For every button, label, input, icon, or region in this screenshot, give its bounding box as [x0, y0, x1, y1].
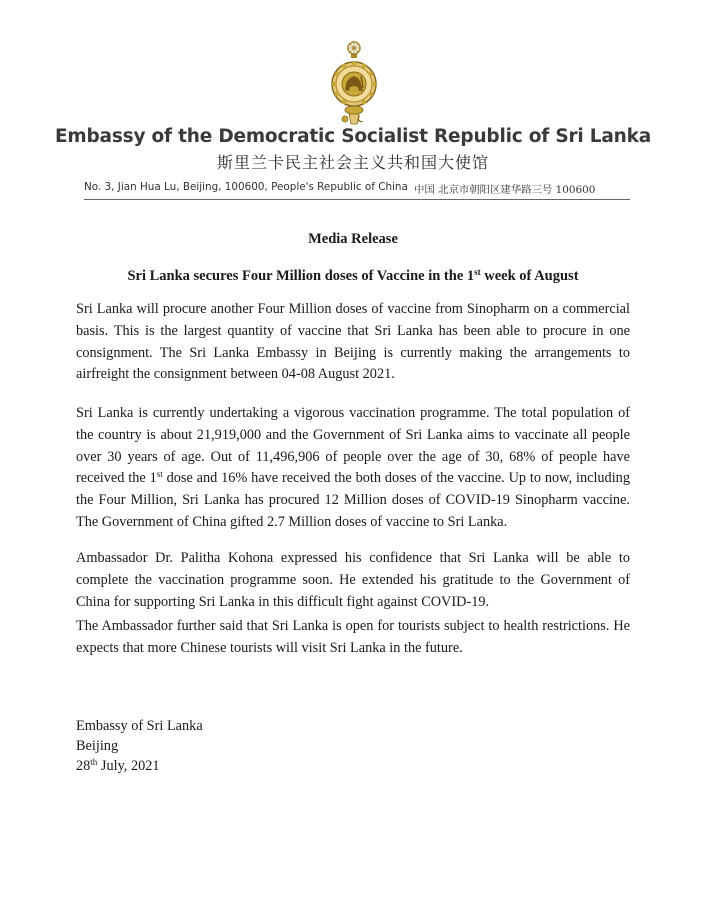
- embassy-title: Embassy of the Democratic Socialist Republic of Sri Lanka: [54, 126, 652, 147]
- paragraph-2-text-end: dose and 16% have received the both doses of the vaccine. Up to now, including the Four Million, Sri Lanka has procured 12 Million doses of COVID-19 Sinopharm vaccine. The Government of China gifted 2.7 Million doses of vaccine to Sri Lanka.: [76, 470, 630, 530]
- address-chinese: 中国 北京市朝阳区建华路三号 100600: [414, 184, 596, 196]
- headline-ordinal-suffix: st: [474, 267, 481, 277]
- letterhead-divider: [84, 199, 630, 200]
- date-day: 28: [76, 758, 91, 774]
- headline-text: Sri Lanka secures Four Million doses of Vaccine in the 1: [127, 268, 475, 284]
- date-month-year: July, 2021: [97, 758, 160, 774]
- headline-text-end: week of August: [480, 268, 579, 284]
- date-ordinal-suffix: th: [90, 757, 98, 767]
- paragraph-vaccination-programme: [76, 403, 630, 534]
- sri-lanka-national-emblem-icon: [330, 40, 378, 126]
- media-release-label: Media Release: [308, 231, 398, 247]
- headline: [0, 268, 706, 285]
- paragraph-tourism: The Ambassador further said that Sri Lanka is open for tourists subject to health restrictions. He expects that more Chinese tourists will visit Sri Lanka in the future.: [76, 618, 630, 656]
- paragraph-2-text: Sri Lanka is currently undertaking a vigorous vaccination programme. The total population of the country is about 21,919,000 and the Government of Sri Lanka aims to vaccinate all people over 30 years of age. Out of 11,496,906 of people over the age of 30, 68% of people have received the 1: [76, 405, 630, 487]
- paragraph-2-ordinal-suffix: st: [156, 469, 163, 480]
- paragraph-procurement: Sri Lanka will procure another Four Million doses of vaccine from Sinopharm on a commercial basis. This is the largest quantity of vaccine that Sri Lanka has been able to procure in one consignment. The Sri Lanka Embassy in Beijing is currently making the arrangements to airfreight the consignment between 04-08 August 2021.: [76, 301, 630, 383]
- signature-city: Beijing: [76, 738, 119, 754]
- signature-embassy: Embassy of Sri Lanka: [76, 718, 203, 734]
- paragraph-ambassador-statement: Ambassador Dr. Palitha Kohona expressed his confidence that Sri Lanka will be able to complete the vaccination programme soon. He extended his gratitude to the Government of China for supporting Sri Lanka in this difficult fight against COVID-19.: [76, 550, 630, 610]
- address-english: No. 3, Jian Hua Lu, Beijing, 100600, People's Republic of China: [84, 181, 408, 193]
- signature-date: [76, 756, 160, 777]
- embassy-title-chinese: 斯里兰卡民主社会主义共和国大使馆: [216, 153, 489, 172]
